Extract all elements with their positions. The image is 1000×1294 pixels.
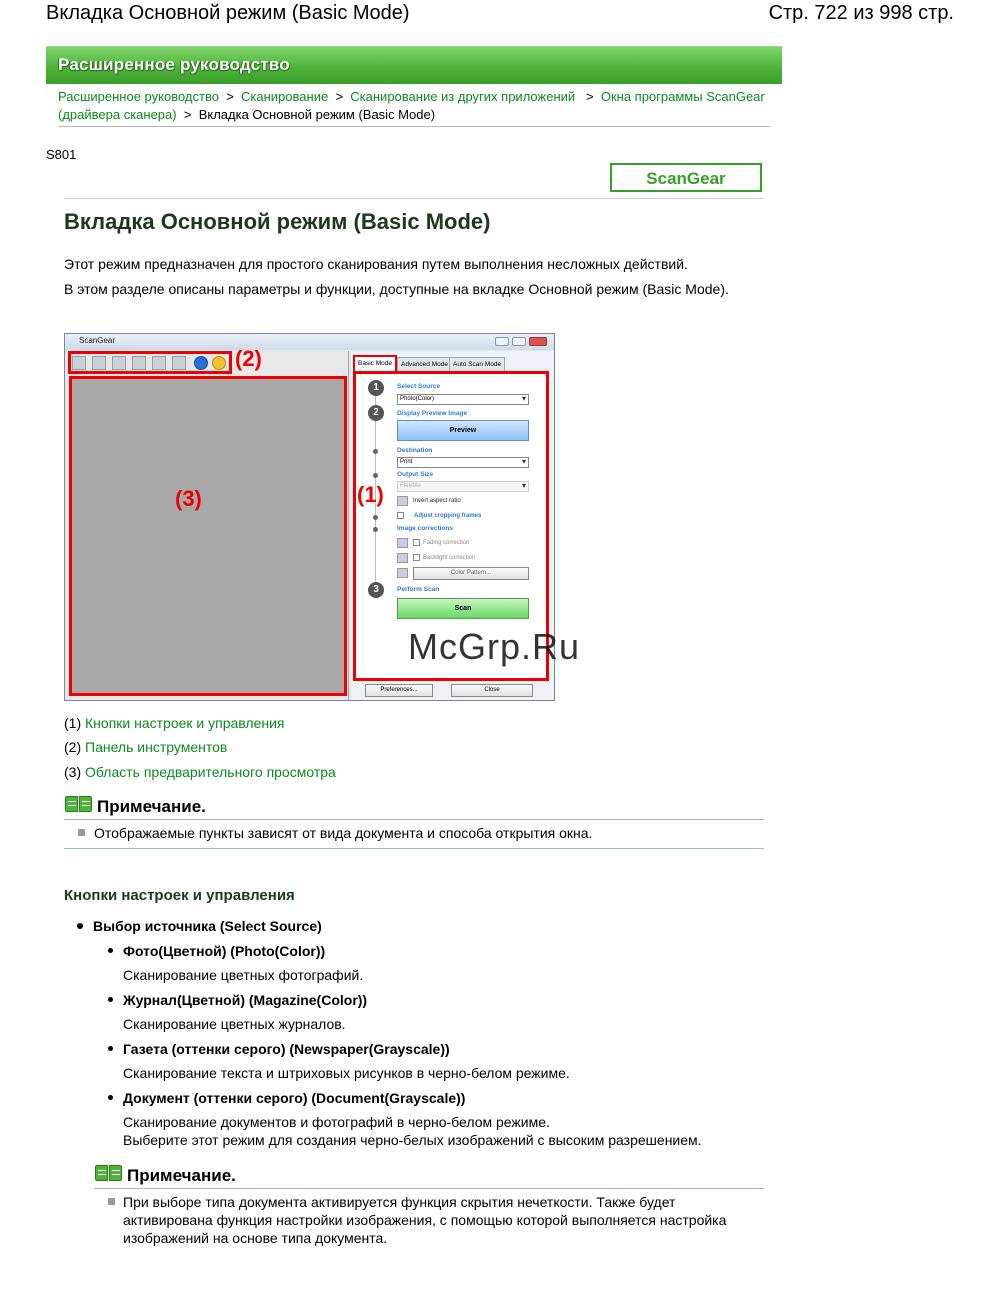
step-badge: 2 (368, 405, 384, 421)
breadcrumb-separator: > (226, 89, 234, 104)
maximize-icon (512, 337, 526, 346)
bullet-icon (77, 923, 83, 929)
page-number: Стр. 722 из 998 стр. (768, 2, 954, 24)
scan-button: Scan (397, 598, 529, 619)
invert-aspect-icon (397, 496, 408, 506)
legend-item (64, 738, 227, 756)
callout-frame-toolbar (68, 351, 232, 374)
section-heading: Кнопки настроек и управления (64, 887, 295, 904)
legend-number: (3) (64, 764, 82, 780)
divider (58, 126, 770, 127)
list-item-title: Газета (оттенки серого) (Newspaper(Grayscale)) (123, 1041, 450, 1057)
fading-icon (397, 538, 408, 548)
output-size-dropdown: Flexible ▾ (397, 481, 529, 492)
list-item-desc: Выберите этот режим для создания черно-белых изображений с высоким разрешением. (123, 1132, 702, 1148)
step-badge: 3 (368, 582, 384, 598)
breadcrumb (58, 88, 770, 124)
divider (64, 198, 764, 199)
window-title: ScanGear (79, 336, 116, 345)
legend-number: (1) (64, 715, 82, 731)
breadcrumb-link-scanning[interactable]: Сканирование (241, 89, 329, 104)
step-dot (373, 449, 378, 454)
output-size-label: Output Size (397, 471, 434, 478)
breadcrumb-link-scanner-driver[interactable]: (драйвера сканера) (58, 107, 177, 122)
perform-scan-label: Perform Scan (397, 586, 440, 593)
mode-tabs (351, 357, 555, 371)
legend-link-preview-area[interactable]: Область предварительного просмотра (85, 764, 336, 780)
tab-advanced-mode: Advanced Mode (397, 357, 452, 371)
legend-item (64, 714, 284, 732)
color-pattern-button: Color Pattern... (413, 567, 529, 580)
breadcrumb-separator: > (183, 107, 192, 122)
list-item-desc: Сканирование цветных фотографий. (123, 967, 364, 983)
callout-label: (3) (175, 486, 202, 511)
scangear-logo (610, 163, 762, 192)
breadcrumb-link-advanced-guide[interactable]: Расширенное руководство (58, 89, 219, 104)
square-bullet-icon (108, 1198, 115, 1205)
divider (64, 848, 764, 849)
page-title: Вкладка Основной режим (Basic Mode) (64, 209, 491, 234)
callout-label: (1) (357, 482, 384, 507)
legend-link-toolbar[interactable]: Панель инструментов (85, 739, 228, 755)
backlight-checkbox (413, 554, 420, 561)
banner-label: Расширенное руководство (58, 55, 290, 74)
tab-auto-scan-mode: Auto Scan Mode (449, 357, 505, 371)
divider (94, 1188, 764, 1189)
display-preview-label: Display Preview Image (397, 410, 468, 417)
note-heading: Примечание. (97, 797, 206, 816)
list-item-title: Документ (оттенки серого) (Document(Grayscale)) (123, 1090, 466, 1106)
intro-paragraph: В этом разделе описаны параметры и функции, доступные на вкладке Основной режим (Basic Mode). (64, 281, 729, 297)
scangear-logo-label: ScanGear (646, 169, 726, 188)
note-text: При выборе типа документа активируется функция скрытия нечеткости. Также будет активирована функция настройки изображения, с помощью которой выполняется настройка изображений на основе типа документа. (123, 1194, 727, 1246)
bullet-icon (108, 997, 113, 1002)
step-dot (373, 515, 378, 520)
list-item-title: Выбор источника (Select Source) (93, 918, 322, 934)
breadcrumb-current: Вкладка Основной режим (Basic Mode) (198, 107, 436, 122)
fading-label: Fading correction (423, 540, 470, 546)
adjust-cropping-label: Adjust cropping frames (414, 513, 482, 519)
fading-checkbox (413, 539, 420, 546)
invert-aspect-label: Invert aspect ratio (413, 498, 461, 504)
legend-link-settings-buttons[interactable]: Кнопки настроек и управления (85, 715, 285, 731)
note-book-icon (95, 1163, 123, 1183)
backlight-label: Backlight correction (423, 555, 476, 561)
page-code: S801 (46, 147, 77, 162)
close-icon (529, 337, 547, 346)
breadcrumb-link-scanning-other-apps[interactable]: Сканирование из других приложений (350, 89, 576, 104)
legend-number: (2) (64, 739, 82, 755)
minimize-icon (495, 337, 509, 346)
preview-area (69, 376, 347, 696)
callout-label: (2) (235, 346, 262, 371)
divider (64, 819, 764, 820)
list-item-desc: Сканирование текста и штриховых рисунков в черно-белом режиме. (123, 1065, 570, 1081)
breadcrumb-link-scangear-windows[interactable]: Окна программы ScanGear (600, 89, 765, 104)
section-banner (46, 46, 782, 84)
color-pattern-icon (397, 568, 408, 578)
image-corrections-label: Image corrections (397, 525, 453, 532)
destination-label: Destination (397, 447, 433, 454)
step-dot (373, 527, 378, 532)
step-badge: 1 (368, 380, 384, 396)
legend-item (64, 763, 336, 781)
bullet-icon (108, 948, 113, 953)
watermark: McGrp.Ru (408, 626, 581, 667)
dialog-buttons (351, 683, 555, 700)
page-header-title: Вкладка Основной режим (Basic Mode) (46, 2, 410, 24)
note-book-icon (65, 794, 93, 814)
square-bullet-icon (78, 829, 85, 836)
note-text: Отображаемые пункты зависят от вида документа и способа открытия окна. (94, 825, 593, 841)
destination-dropdown: Print ▾ (397, 457, 529, 468)
close-button: Close (451, 684, 533, 697)
bullet-icon (108, 1095, 113, 1100)
intro-paragraph: Этот режим предназначен для простого сканирования путем выполнения несложных действий. (64, 256, 688, 272)
window-titlebar (65, 334, 554, 350)
adjust-cropping-checkbox (397, 512, 404, 519)
list-item-title: Журнал(Цветной) (Magazine(Color)) (123, 992, 368, 1008)
breadcrumb-separator: > (586, 89, 594, 104)
backlight-icon (397, 553, 408, 563)
breadcrumb-separator: > (335, 89, 344, 104)
bullet-icon (108, 1046, 113, 1051)
preview-pane (66, 351, 349, 700)
list-item-desc: Сканирование документов и фотографий в черно-белом режиме. (123, 1114, 550, 1130)
select-source-dropdown: Photo(Color) ▾ (397, 394, 529, 405)
preview-button: Preview (397, 420, 529, 441)
tab-basic-mode: Basic Mode (353, 355, 397, 371)
preferences-button: Preferences... (365, 684, 433, 697)
list-item-title: Фото(Цветной) (Photo(Color)) (123, 943, 326, 959)
step-dot (373, 473, 378, 478)
note-heading: Примечание. (127, 1166, 236, 1185)
list-item-desc: Сканирование цветных журналов. (123, 1016, 346, 1032)
select-source-label: Select Source (397, 383, 440, 390)
